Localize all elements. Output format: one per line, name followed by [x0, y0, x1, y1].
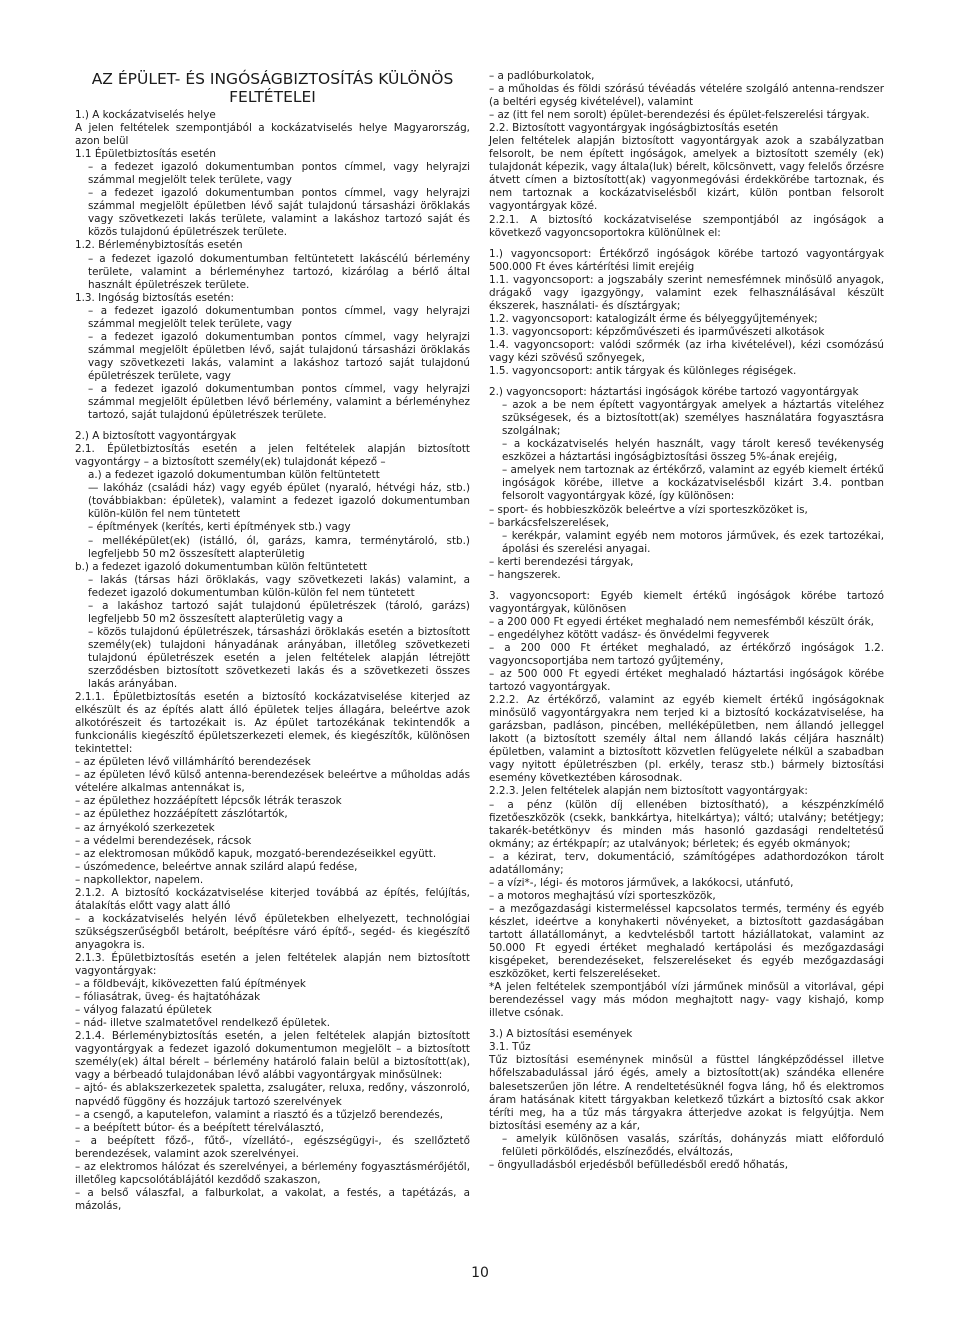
list-item: – a kézirat, terv, dokumentáció, számítógépes adathordozókon tárolt adatállomány;: [489, 850, 884, 876]
list-item: – a fedezet igazoló dokumentumban pontos címmel, vagy helyrajzi számmal megjelölt épületben lévő, saját tulajdonú társasházi öröklakás vagy szövetkezeti lakás, valamint a lakáshoz tartozó saját tulajdonú épületrészek területe, vagy: [88, 330, 470, 382]
page-number: 10: [471, 1265, 489, 1281]
list-item: – a fedezet igazoló dokumentumban pontos címmel, vagy helyrajzi számmal megjelölt épületben lévő bérlemény, valamint a bérleményhez tartozó, saját tulajdonú épületrészek területe.: [88, 382, 470, 422]
list-item: – engedélyhez kötött vadász- és önvédelmi fegyverek: [489, 628, 770, 641]
list-item: – azok a be nem épített vagyontárgyak amelyek a háztartás viteléhez szükségesek, és a biztosított(ak) személyes használatára fogyasztásra szolgálnak;: [502, 399, 884, 438]
list-item: – úszómedence, beleértve annak szilárd alapú fedése,: [75, 860, 358, 873]
list-item: – napkollektor, napelem.: [75, 873, 204, 886]
subsection-heading: 2.2. Biztosított vagyontárgyak ingóságbiztosítás esetén: [489, 122, 779, 135]
document-title: AZ ÉPÜLET- ÉS INGÓSÁGBIZTOSÍTÁS KÜLÖNÖS FELTÉTELEI: [91, 70, 454, 106]
list-item: – a mezőgazdasági kistermeléssel kapcsolatos termés, termény és egyéb készlet, ideértve a konyhakerti növényeket, a biztosított gazdaságában tartott állatállományt, a kedvtelésből tartott háziállatokat, valamint az 50.000 Ft egyedi értéket meghaladó kertápolási és mezőgazdasági kisgépeket, berendezéseket, felszereléseket és egyéb mezőgazdasági eszközöket, kerti felszereléseket.: [489, 902, 884, 981]
list-item: – a 200 000 Ft egyedi értéket meghaladó nem nemesfémből készült órák,: [489, 615, 874, 628]
list-item: – közös tulajdonú épületrészek, társasházi öröklakás esetén a biztosított személy(ek) tulajdoni hányadának arányában, illetőleg szövetkezeti tulajdonú épületrészek esetén a jelen feltételek alapján létrejött szerződésben biztosított szövetkezeti lakás és a szövetkezeti összes lakás arányában.: [88, 625, 470, 691]
list-item: – az 500 000 Ft egyedi értéket meghaladó háztartási ingóságok körébe tartozó vagyontárgyak.: [489, 668, 884, 694]
list-item: – kerti berendezési tárgyak,: [489, 555, 634, 568]
list-item: – a fedezet igazoló dokumentumban pontos címmel, vagy helyrajzi számmal megjelölt épületben lévő saját tulajdonú társasházi öröklakás vagy szövetkezeti lakás területe, valamint a lakáshoz tartozó saját és közös tulajdonú épületrészek területe.: [88, 187, 470, 239]
subsection-heading: 1.3. Ingóság biztosítás esetén:: [75, 291, 234, 304]
list-item: – a védelmi berendezések, rácsok: [75, 834, 252, 847]
section-heading: 3.) A biztosítási események: [489, 1028, 633, 1041]
list-item: – az elektromos hálózat és szerelvényei, a bérlemény fogyasztásmérőjétől, illetőleg kapcsolótáblájától kezdődő szakaszon,: [75, 1160, 470, 1186]
list-item: – az árnyékoló szerkezetek: [75, 821, 215, 834]
list-item: – a fedezet igazoló dokumentumban pontos címmel, vagy helyrajzi számmal megjelölt telek területe, vagy: [88, 304, 470, 330]
subsection-heading: 1.2. Bérleménybiztosítás esetén: [75, 239, 243, 252]
list-item: – a lakáshoz tartozó saját tulajdonú épületrészek (tároló, garázs) legfeljebb 50 m2 összesített alapterületig vagy a: [88, 599, 470, 625]
list-item: – az épületen lévő villámhárító berendezések: [75, 756, 311, 769]
list-item: – a beépített bútor- és a beépített térelválasztó,: [75, 1121, 324, 1134]
list-item: – nád- illetve szalmatetővel rendelkező épületek.: [75, 1017, 331, 1030]
list-item: – a vízi*-, légi- és motoros járművek, a lakókocsi, utánfutó,: [489, 876, 794, 889]
list-item: 1.5. vagyoncsoport: antik tárgyak és különleges régiségek.: [489, 365, 797, 378]
list-item: a.) a fedezet igazoló dokumentumban külön feltüntetett: [88, 469, 380, 482]
subsection-heading: 3.1. Tűz: [489, 1041, 531, 1054]
paragraph: 2.1.4. Bérleménybiztosítás esetén, a jelen feltételek alapján biztosított vagyontárgyak a fedezet igazoló dokumentumon megjelölt – a biztosított személy(ek) által bérelt – bérlemény határoló falain belül a biztosított(ak), vagy a bérbeadó tulajdonában lévő alábbi vagyontárgyak minősülnek:: [75, 1030, 470, 1082]
list-item: 1.1. vagyoncsoport: a jogszabály szerint nemesfémnek minősülő anyagok, drágakő vagy igazgyöngy, valamint ezek felhasználásával készült ékszerek, használati- és dísztárgyak;: [489, 273, 884, 312]
group-heading: 2.) vagyoncsoport: háztartási ingóságok körébe tartozó vagyontárgyak: [489, 386, 859, 399]
list-item: – kerékpár, valamint egyéb nem motoros járművek, és ezek tartozékai, ápolási és szerelési anyagai.: [502, 529, 884, 555]
list-item: – a beépített főző-, fűtő-, vízellátó-, egészségügyi-, és szellőztető berendezések, valamint azok szerelvényei.: [75, 1134, 470, 1160]
list-item: – öngyulladásból erjedésből befülledésből eredő hőhatás,: [489, 1158, 788, 1171]
list-item: b.) a fedezet igazoló dokumentumban külön feltüntetett: [75, 560, 368, 573]
list-item: – vályog falazatú épületek: [75, 1004, 212, 1017]
list-item: 1.3. vagyoncsoport: képzőművészeti és iparművészeti alkotások: [489, 325, 825, 338]
list-item: – fóliasátrak, üveg- és hajtatóházak: [75, 991, 261, 1004]
paragraph: 2.1. Épületbiztosítás esetén a jelen feltételek alapján biztosított vagyontárgy – a biztosított személy(ek) tulajdonát képező –: [75, 443, 470, 469]
footnote: *A jelen feltételek szempontjából vízi járműnek minősül a vitorlával, gépi berendezéssel vagy más módon meghajtott nagy- vagy kishajó, komp illetve csónak.: [489, 981, 884, 1020]
paragraph: Tűz biztosítási eseménynek minősül a füsttel lángképződéssel illetve hőfelszabadulással járó égés, amely a biztosított(ak) szándéka ellenére balesetszerűen jön létre. A rendeltetésüknél fogva láng, hő és elektromos áram hatásának kitett tárgyakban keletkező tűzkárt a biztosító csak akkor téríti meg, ha a tűz más tárgyakra átterjedve azokat is felgyújtja. Nem biztosítási esemény az a kár,: [489, 1054, 884, 1132]
group-heading: 3. vagyoncsoport: Egyéb kiemelt értékű ingóságok körébe tartozó vagyontárgyak, különösen: [489, 589, 884, 615]
list-item: – a csengő, a kaputelefon, valamint a riasztó és a tűzjelző berendezés,: [75, 1108, 444, 1121]
list-item: 1.4. vagyoncsoport: valódi szőrmék (az irha kivételével), kézi csomózású vagy kézi szövésű szőnyegek,: [489, 338, 884, 364]
paragraph: A jelen feltételek szempontjából a kockázatviselés helye Magyarország, azon belül: [75, 122, 470, 148]
list-item: – sport- és hobbieszközök beleértve a vízi sporteszközöket is,: [489, 503, 808, 516]
list-item: – a fedezet igazoló dokumentumban pontos címmel, vagy helyrajzi számmal megjelölt telek területe, vagy: [88, 161, 470, 187]
list-item: – amelyik különösen vasalás, szárítás, dohányzás miatt előforduló felületi pörkölődés, elszíneződés, elváltozás,: [502, 1132, 884, 1158]
section-heading: 2.) A biztosított vagyontárgyak: [75, 430, 237, 443]
subsection-heading: 1.1 Épületbiztosítás esetén: [75, 148, 217, 161]
list-item: – melléképület(ek) (istálló, ól, garázs, kamra, terménytároló, stb.) legfeljebb 50 m2 összesített alapterületig: [88, 534, 470, 560]
list-item: — lakóház (családi ház) vagy egyéb épület (nyaraló, hétvégi ház, stb.) (továbbiakban: épületek), valamint a fedezet igazoló dokumentumban külön-külön fel nem tüntetett: [88, 482, 470, 521]
list-item: – építmények (kerítés, kerti építmények stb.) vagy: [88, 521, 351, 534]
list-item: – hangszerek.: [489, 568, 561, 581]
list-item: – a kockázatviselés helyén használt, vagy tárolt kereső tevékenység eszközei a háztartási ingóságbiztosítási összeg 5%-ának erejéig,: [502, 438, 884, 464]
list-item: – az épületen lévő külső antenna-berendezések beleértve a műholdas adás vételére alkalmas antennákat is,: [75, 769, 470, 795]
paragraph: 2.2.2. Az értékőrző, valamint az egyéb kiemelt értékű ingóságoknak minősülő vagyontárgyakra nem terjed ki a biztosító kockázatviselése, ha garázsban, padláson, pincében, melléképületben, nem állandó jelleggel lakott (a biztosított személy által nem állandó lakás céljára használt) épületben, valamint a biztosított közvetlen felügyelete nélkül a szabadban vagy nyitott épületrészben (pl. erkély, terasz stb.) bármely biztosítási esemény következtében károsodnak.: [489, 694, 884, 785]
list-item: – az épülethez hozzáépített lépcsők létrák teraszok: [75, 795, 342, 808]
list-item: – a műholdas és földi szórású tévéadás vételére szolgáló antenna-rendszer (a beltéri egység kivételével), valamint: [489, 83, 884, 109]
list-item: 1.2. vagyoncsoport: katalogizált érme és bélyeggyűjtemények;: [489, 312, 818, 325]
paragraph: Jelen feltételek alapján biztosított vagyontárgyak azok a szabályzatban felsorolt, be nem épített ingóságok, amelyek a biztosított személy (ek) tulajdonát képezik, vagy általa(luk) bérelt, kölcsönvett, vagy felelős őrzésre átvett címen a biztosított(ak) vagyonmegóvási érdekkörébe tartoznak, és nem tartoznak a kockázatviselésből kizárt, külön pontban felsorolt vagyontárgyak közé.: [489, 135, 884, 213]
list-item: – lakás (társas házi öröklakás, vagy szövetkezeti lakás) valamint, a fedezet igazoló dokumentumban külön-külön fel nem tüntetett: [88, 573, 470, 599]
list-item: – az épülethez hozzáépített zászlótartók,: [75, 808, 288, 821]
paragraph: 2.1.3. Épületbiztosítás esetén a jelen feltételek alapján nem biztosított vagyontárgyak:: [75, 952, 470, 978]
list-item: – az elektromosan működő kapuk, mozgató-berendezéseikkel együtt.: [75, 847, 437, 860]
paragraph: 2.2.1. A biztosító kockázatviselése szempontjából az ingóságok a következő vagyoncsoportokra különülnek el:: [489, 213, 884, 239]
list-item: – barkácsfelszerelések,: [489, 516, 610, 529]
list-item: – az (itt fel nem sorolt) épület-berendezési és épület-felszerelési tárgyak.: [489, 109, 870, 122]
paragraph: 2.1.1. Épületbiztosítás esetén a biztosító kockázatviselése kiterjed az elkészült és az építés alatt álló épületek teljes állagára, beleértve azok alkotórészeit és tartozékait is. Az épület tartozékának tekintendők a funkcionális kiegészítő épületszerkezeti elemek, és kiegészítők, különösen tekintettel:: [75, 691, 470, 756]
list-item: – a pénz (külön díj ellenében biztosítható), a készpénzkímélő fizetőeszközök (csekk, bankkártya, hitelkártya); váltó; utalvány; betétjegy; takarék-betétkönyv és minden más hasonló gazdasági rendeltetésű okmány; az értékpapír; az utalványok; bérletek; és egyéb okmányok;: [489, 798, 884, 850]
list-item: – a földbevájt, kikövezetten falú építmények: [75, 978, 306, 991]
list-item: – a kockázatviselés helyén lévő épületekben elhelyezett, technológiai szükségszerűségből betárolt, beépítésre váró építő-, segéd- és kiegészítő anyagokra is.: [75, 912, 470, 951]
section-heading: 1.) A kockázatviselés helye: [75, 109, 216, 121]
list-item: – amelyek nem tartoznak az értékőrző, valamint az egyéb kiemelt értékű ingóságok körébe, illetve a kockázatviselésből kizárt 3.4. pontban felsorolt vagyontárgyak közé, így különösen:: [502, 464, 884, 503]
list-item: – a motoros meghajtású vízi sporteszközök,: [489, 889, 716, 902]
subsection-heading: 2.2.3. Jelen feltételek alapján nem biztosított vagyontárgyak:: [489, 785, 808, 798]
list-item: – ajtó- és ablakszerkezetek spaletta, zsalugáter, reluxa, redőny, vászonroló, napvédő függöny és hozzájuk tartozó szerelvények: [75, 1082, 470, 1108]
group-heading: 1.) vagyoncsoport: Értékőrző ingóságok körébe tartozó vagyontárgyak 500.000 Ft éves kártérítési limit erejéig: [489, 247, 884, 273]
list-item: – a belső válaszfal, a falburkolat, a vakolat, a festés, a tapétázás, a mázolás,: [75, 1186, 470, 1212]
list-item: – a 200 000 Ft értéket meghaladó, az értékőrző ingóságok 1.2. vagyoncsoportjába nem tartozó gyűjtemény,: [489, 641, 884, 668]
right-column: [489, 70, 884, 1172]
left-column: [75, 70, 470, 1213]
list-item: – a padlóburkolatok,: [489, 70, 595, 82]
paragraph: 2.1.2. A biztosító kockázatviselése kiterjed továbbá az építés, felújítás, átalakítás előtt vagy alatt álló: [75, 886, 470, 912]
list-item: – a fedezet igazoló dokumentumban feltüntetett lakáscélú bérlemény területe, valamint a bérleményhez tartozó, kizárólag a bérlő által használt épületrészek területe.: [88, 252, 470, 291]
